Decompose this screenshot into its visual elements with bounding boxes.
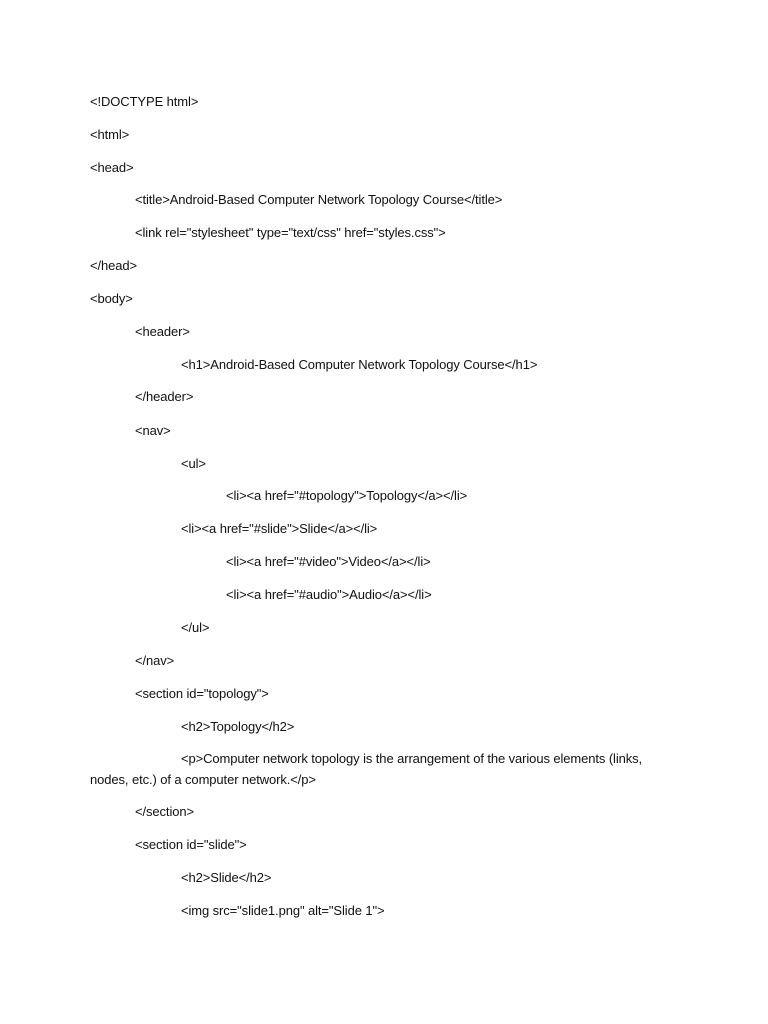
code-line-h2-topology: <h2>Topology</h2> [181, 719, 295, 734]
code-line-paragraph: <p>Computer network topology is the arrangement of the various elements (links, [181, 751, 643, 766]
code-line-li-audio: <li><a href="#audio">Audio</a></li> [226, 587, 432, 602]
code-line-head-close: </head> [90, 258, 138, 273]
code-line-li-slide: <li><a href="#slide">Slide</a></li> [181, 521, 378, 536]
code-line-nav-close: </nav> [135, 653, 175, 668]
code-line-nav-open: <nav> [135, 423, 171, 438]
code-line-header-close: </header> [135, 389, 194, 404]
code-line-section-slide-open: <section id="slide"> [135, 837, 247, 852]
code-line-section-topology-open: <section id="topology"> [135, 686, 269, 701]
code-line-ul-close: </ul> [181, 620, 210, 635]
code-line-doctype: <!DOCTYPE html> [90, 94, 199, 109]
code-line-h1: <h1>Android-Based Computer Network Topology Course</h1> [181, 357, 538, 372]
code-line-h2-slide: <h2>Slide</h2> [181, 870, 272, 885]
code-line-li-topology: <li><a href="#topology">Topology</a></li> [226, 488, 468, 503]
code-line-header-open: <header> [135, 324, 190, 339]
code-line-stylesheet-link: <link rel="stylesheet" type="text/css" href="styles.css"> [135, 225, 446, 240]
code-line-body-open: <body> [90, 291, 133, 306]
code-line-head-open: <head> [90, 160, 134, 175]
code-line-img: <img src="slide1.png" alt="Slide 1"> [181, 903, 385, 918]
code-line-title: <title>Android-Based Computer Network Topology Course</title> [135, 192, 503, 207]
code-line-section-close: </section> [135, 804, 194, 819]
code-line-ul-open: <ul> [181, 456, 206, 471]
code-line-li-video: <li><a href="#video">Video</a></li> [226, 554, 431, 569]
code-line-paragraph-wrap: nodes, etc.) of a computer network.</p> [90, 772, 316, 787]
code-line-html-open: <html> [90, 127, 130, 142]
